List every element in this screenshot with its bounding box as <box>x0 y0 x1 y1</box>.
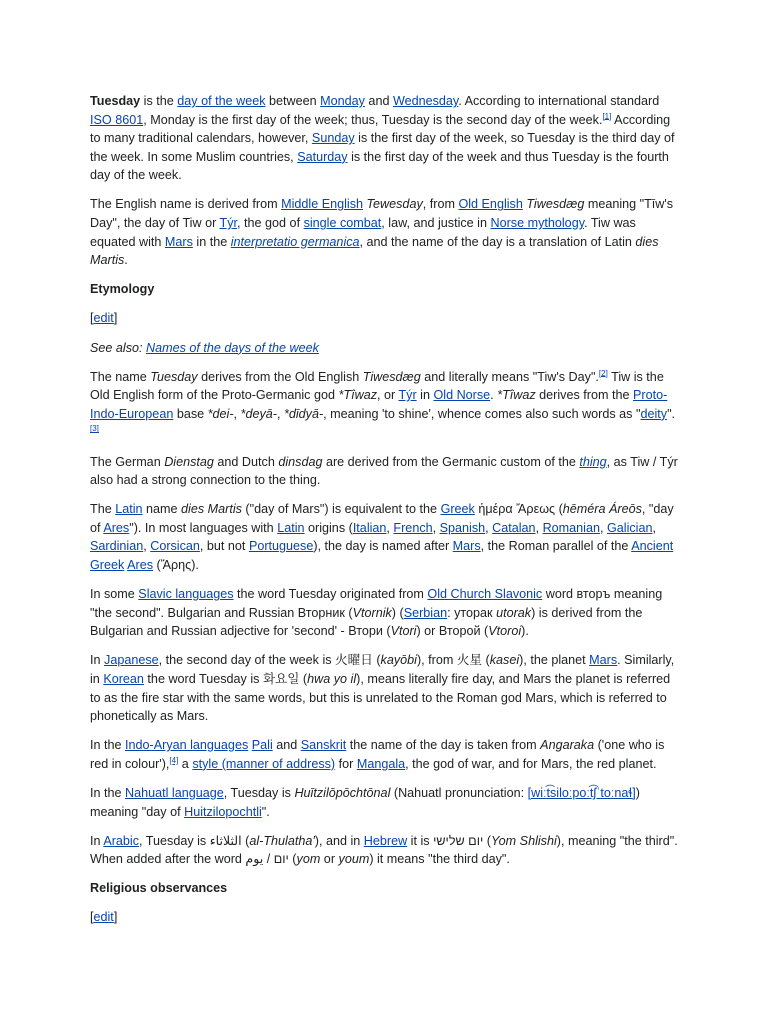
link-portuguese[interactable]: Portuguese <box>248 539 314 554</box>
text-run: and <box>272 738 301 753</box>
link-iso-8601[interactable]: ISO 8601 <box>90 112 144 127</box>
edit-section-link[interactable]: edit <box>93 910 114 925</box>
paragraph <box>90 908 678 927</box>
text-run: , <box>485 520 493 535</box>
link-spanish[interactable]: Spanish <box>439 520 486 535</box>
text-run: In the <box>90 785 126 800</box>
text-run: , "day of <box>90 502 674 535</box>
italic-text: Huītzilōpōchtōnal <box>294 785 391 800</box>
link-middle-english[interactable]: Middle English <box>281 197 363 212</box>
text-run: in <box>416 388 434 403</box>
text-run: or <box>320 852 339 867</box>
text-run: derives from the Old English <box>197 369 363 384</box>
text-run: ) is derived from the Bulgarian and Russian adjective for 'second' - Втори ( <box>90 605 643 639</box>
paragraph <box>90 585 678 641</box>
text-run: ), the day is named after <box>313 539 453 554</box>
link-ares[interactable]: Ares <box>127 557 154 572</box>
text-run: ) meaning "day of <box>90 785 640 819</box>
text-run: , or <box>377 388 399 403</box>
text-run: "). In most languages with <box>129 520 278 535</box>
text-run: [ <box>90 910 94 925</box>
section-heading: Religious observances <box>90 881 228 896</box>
text-run: (Ἄρης). <box>153 557 199 572</box>
text-run: ] <box>113 311 118 326</box>
text-run: ), from 火星 ( <box>416 653 490 668</box>
text-run: ) it means "the third day". <box>369 852 510 867</box>
text-run: name <box>142 502 182 517</box>
text-run: base <box>173 406 208 421</box>
link-day-of-the-week[interactable]: day of the week <box>177 94 266 108</box>
text-run: The <box>90 502 116 517</box>
paragraph <box>90 368 678 442</box>
text-run: : уторак <box>447 605 497 620</box>
text-run: , <box>599 520 607 535</box>
edit-section-link[interactable]: edit <box>93 311 114 326</box>
link-proto-indo-european[interactable]: Proto-Indo-European <box>90 388 668 421</box>
bold-text: Tuesday <box>90 94 141 108</box>
text-run: ("day of Mars") is equivalent to the <box>241 502 441 517</box>
italic-text: *deyā- <box>240 406 277 421</box>
link-mars[interactable]: Mars <box>589 653 618 668</box>
italic-text: Tewesday <box>366 197 423 212</box>
text-run: ), means literally fire day, and Mars the planet is referred to as the fire star with the same words, but this is unrelated to the Roman god Mars, which is referred to phonetically as Mars. <box>90 671 671 724</box>
italic-text: hēméra Áreōs <box>562 502 642 517</box>
text-run: , the second day of the week is 火曜日 ( <box>158 653 381 668</box>
text-run: , meaning 'to shine', whence comes also such words as " <box>323 406 641 421</box>
link-norse-mythology[interactable]: Norse mythology <box>490 216 585 231</box>
text-run: , the Roman parallel of the <box>480 539 632 554</box>
text-run: the word Tuesday originated from <box>233 587 428 602</box>
link-romanian[interactable]: Romanian <box>542 520 600 535</box>
text-run: , <box>276 406 284 421</box>
link-mars[interactable]: Mars <box>164 234 193 249</box>
text-run: In <box>90 833 104 848</box>
reference-link[interactable]: [3] <box>90 424 99 434</box>
link-greek[interactable]: Greek <box>440 502 475 517</box>
text-run: for <box>335 756 357 771</box>
text-run: . <box>124 253 128 268</box>
link-old-english[interactable]: Old English <box>458 197 523 212</box>
italic-text: utorak <box>496 605 532 620</box>
link-sanskrit[interactable]: Sanskrit <box>300 738 347 753</box>
text-run: , and the name of the day is a translation of Latin <box>359 234 636 249</box>
link-thing[interactable]: thing <box>579 454 607 469</box>
link-pali[interactable]: Pali <box>251 738 273 753</box>
reference-marker <box>599 368 608 377</box>
text-run: The name <box>90 369 151 384</box>
text-run: . Tiw was equated with <box>90 216 636 249</box>
italic-text: Vtori <box>390 624 417 639</box>
text-run: derives from the <box>535 388 633 403</box>
text-run: ), the planet <box>519 653 590 668</box>
text-run: between <box>265 94 321 108</box>
paragraph <box>90 651 678 725</box>
text-run: ] <box>113 910 118 925</box>
italic-text: youm <box>338 852 370 867</box>
italic-text: Tiwesdæg <box>526 197 585 212</box>
text-run: According to many traditional calendars, however, <box>90 112 671 146</box>
italic-text: dies Martis <box>181 502 242 517</box>
link-style-manner-of-address[interactable]: style (manner of address) <box>192 756 336 771</box>
text-run: ), and in <box>314 833 364 848</box>
text-run: ) or Второй ( <box>416 624 489 639</box>
italic-text: Angaraka <box>540 738 595 753</box>
text-run: , <box>432 520 440 535</box>
text-run: [ <box>90 311 94 326</box>
text-run: the name of the day is taken from <box>346 738 541 753</box>
link-nahuatl-language[interactable]: Nahuatl language <box>125 785 224 800</box>
paragraph <box>90 92 678 185</box>
italic-text: dies Martis <box>90 234 659 268</box>
italic-text: Vtoroi <box>488 624 522 639</box>
italic-text: al-Thulatha' <box>249 833 315 848</box>
paragraph <box>90 339 678 358</box>
text-run: Tiw is the Old English form of the Proto-Germanic god <box>90 369 664 403</box>
text-run: and Dutch <box>213 454 279 469</box>
reference-link[interactable]: [2] <box>598 368 608 378</box>
italic-text: Dienstag <box>164 454 214 469</box>
text-run: , Monday is the first day of the week; thus, Tuesday is the second day of the week. <box>143 112 603 127</box>
paragraph <box>90 832 678 869</box>
text-run: , <box>143 539 151 554</box>
paragraph <box>90 195 678 269</box>
italic-text: *Tîwaz <box>338 388 377 403</box>
italic-text: dinsdag <box>278 454 323 469</box>
text-run: and <box>364 94 393 108</box>
link-saturday[interactable]: Saturday <box>297 149 348 164</box>
paragraph <box>90 309 678 328</box>
link-korean[interactable]: Korean <box>103 671 144 686</box>
text-run: is the <box>140 94 178 108</box>
italic-text: Vtornik <box>352 605 392 620</box>
text-run: ('one who is red in colour'), <box>90 738 665 771</box>
text-run: In <box>90 653 105 668</box>
text-run: , law, and justice in <box>381 216 491 231</box>
italic-text: Tuesday <box>150 369 198 384</box>
link-latin[interactable]: Latin <box>115 502 143 517</box>
link-wednesday[interactable]: Wednesday <box>392 94 459 108</box>
article-body <box>90 92 678 937</box>
link-old-norse[interactable]: Old Norse <box>433 388 491 403</box>
italic-text: *Tîwaz <box>497 388 536 403</box>
text-run: ἡμέρα Ἄρεως ( <box>474 502 563 517</box>
text-run: meaning "Tīw's Day", the day of Tiw or <box>90 197 674 231</box>
italic-text: Tiwesdæg <box>362 369 421 384</box>
italic-text: *dīdyā- <box>283 406 324 421</box>
link-wi-t-silo-po-t-to-na[interactable]: [wiːt͡siloːpoːt͡ʃˈtoːnaɬ] <box>527 785 636 800</box>
link-deity[interactable]: deity <box>640 406 668 421</box>
text-run: , <box>535 520 543 535</box>
text-run: is the first day of the week, so Tuesday is the third day of the week. In some Muslim countries, <box>90 131 675 164</box>
link-sunday[interactable]: Sunday <box>311 131 355 146</box>
text-run: . According to international standard <box>458 94 660 108</box>
link-single-combat[interactable]: single combat <box>303 216 382 231</box>
link-ancient-greek[interactable]: Ancient Greek <box>90 539 674 572</box>
text-run: , <box>233 406 241 421</box>
paragraph <box>90 879 678 898</box>
text-run: it is יום שלישי ( <box>407 833 491 848</box>
link-catalan[interactable]: Catalan <box>492 520 536 535</box>
text-run: word вторъ meaning "the second". Bulgarian and Russian Вторник ( <box>90 587 663 620</box>
reference-marker <box>90 424 99 433</box>
link-corsican[interactable]: Corsican <box>150 539 200 554</box>
link-sardinian[interactable]: Sardinian <box>90 539 144 554</box>
text-run: the word Tuesday is 화요일 ( <box>143 671 308 686</box>
text-run: is the first day of the week and thus Tuesday is the fourth day of the week. <box>90 149 669 183</box>
text-run: ". <box>667 406 676 421</box>
text-run: In the <box>90 738 126 753</box>
text-run: The German <box>90 454 165 469</box>
reference-marker <box>169 756 178 765</box>
link-interpretatio-germanica[interactable]: interpretatio germanica <box>230 234 360 249</box>
text-run: , the god of <box>237 216 304 231</box>
section-heading: Etymology <box>90 282 155 297</box>
link-monday[interactable]: Monday <box>320 94 365 108</box>
paragraph <box>90 784 678 821</box>
link-old-church-slavonic[interactable]: Old Church Slavonic <box>427 587 543 602</box>
link-huitzilopochtli[interactable]: Huitzilopochtli <box>184 804 262 819</box>
link-slavic-languages[interactable]: Slavic languages <box>138 587 234 602</box>
text-run: , the god of war, and for Mars, the red planet. <box>405 756 657 771</box>
italic-text: hwa yo il <box>307 671 357 686</box>
text-run: The English name is derived from <box>90 197 282 212</box>
text-run: ". <box>261 804 270 819</box>
italic-text: yom <box>296 852 321 867</box>
link-names-of-the-days-of-the-week[interactable]: Names of the days of the week <box>146 340 319 355</box>
paragraph <box>90 280 678 299</box>
text-run: . <box>490 388 498 403</box>
italic-text: kayōbi <box>380 653 417 668</box>
link-arabic[interactable]: Arabic <box>103 833 140 848</box>
text-run: , but not <box>199 539 249 554</box>
text-run: are derived from the Germanic custom of the <box>322 454 580 469</box>
link-italian[interactable]: Italian <box>352 520 387 535</box>
link-t-r[interactable]: Týr <box>219 216 238 231</box>
link-mars[interactable]: Mars <box>452 539 481 554</box>
text-run: , from <box>422 197 459 212</box>
link-indo-aryan-languages[interactable]: Indo-Aryan languages <box>125 738 249 753</box>
text-run: and literally means "Tiw's Day". <box>420 369 599 384</box>
italic-text: *dei- <box>207 406 234 421</box>
text-run: , Tuesday is الثلاثاء ( <box>139 833 250 848</box>
text-run: ), meaning "the third". When added after the word יום / يوم ( <box>90 833 678 867</box>
link-t-r[interactable]: Týr <box>398 388 417 403</box>
link-latin[interactable]: Latin <box>277 520 305 535</box>
text-run: . Similarly, in <box>90 653 675 686</box>
text-run: in the <box>192 234 231 249</box>
link-japanese[interactable]: Japanese <box>104 653 159 668</box>
text-run: , Tuesday is <box>223 785 295 800</box>
paragraph <box>90 453 678 490</box>
link-serbian[interactable]: Serbian <box>403 605 448 620</box>
paragraph <box>90 736 678 773</box>
link-ares[interactable]: Ares <box>103 520 130 535</box>
text-run: (Nahuatl pronunciation: <box>390 785 528 800</box>
text-run: In some <box>90 587 139 602</box>
italic-text: Yom Shlishi <box>490 833 557 848</box>
text-run: , <box>386 520 394 535</box>
reference-link[interactable]: [4] <box>169 755 179 765</box>
text-run: a <box>178 756 193 771</box>
link-french[interactable]: French <box>393 520 433 535</box>
text-run: , <box>652 520 656 535</box>
link-galician[interactable]: Galician <box>606 520 653 535</box>
link-hebrew[interactable]: Hebrew <box>363 833 408 848</box>
paragraph <box>90 500 678 574</box>
text-run: , as Tiw / Týr also had a strong connection to the thing. <box>90 454 678 488</box>
text-run: origins ( <box>304 520 353 535</box>
text-run: ). <box>521 624 529 639</box>
italic-text: kasei <box>489 653 520 668</box>
text-run: ) ( <box>391 605 404 620</box>
link-mangala[interactable]: Mangala <box>356 756 406 771</box>
hatnote-label: See also: <box>90 340 147 355</box>
reference-link[interactable]: [1] <box>602 111 612 121</box>
